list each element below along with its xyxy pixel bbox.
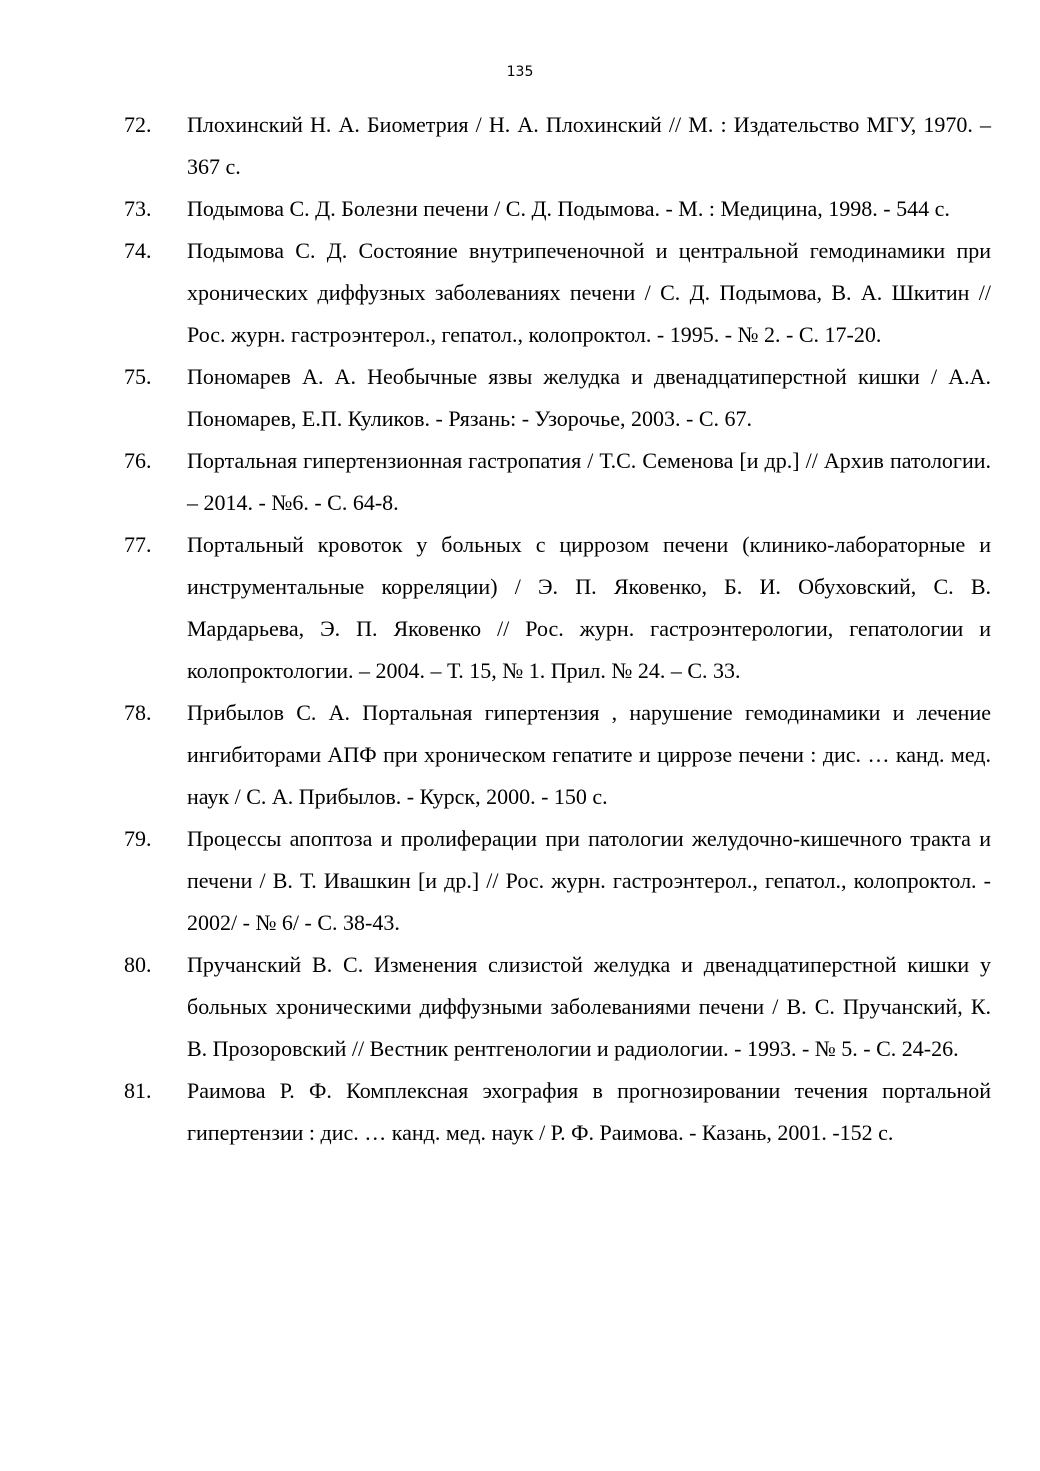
- reference-number: 75.: [124, 364, 152, 389]
- reference-number: 80.: [124, 952, 152, 977]
- reference-list: [0, 104, 1040, 1154]
- reference-item: [0, 944, 991, 1070]
- reference-number: 77.: [124, 532, 152, 557]
- reference-text: Процессы апоптоза и пролиферации при патологии желудочно-кишечного тракта и печени / В. Т. Ивашкин [и др.] // Рос. журн. гастроэнтерол., гепатол., колопроктол. - 2002/ - № 6/ - С. 38-43.: [187, 826, 991, 935]
- reference-item: [0, 188, 991, 230]
- reference-item: [0, 524, 991, 692]
- reference-number: 76.: [124, 448, 152, 473]
- reference-text: Портальная гипертензионная гастропатия / Т.С. Семенова [и др.] // Архив патологии. – 2014. - №6. - С. 64-8.: [187, 448, 991, 515]
- reference-item: [0, 1070, 991, 1154]
- reference-number: 81.: [124, 1078, 152, 1103]
- reference-item: [0, 692, 991, 818]
- reference-item: [0, 818, 991, 944]
- reference-item: [0, 440, 991, 524]
- page-number: 135: [506, 64, 534, 80]
- reference-text: Прибылов С. А. Портальная гипертензия , нарушение гемодинамики и лечение ингибиторами АПФ при хроническом гепатите и циррозе печени : дис. … канд. мед. наук / С. А. Прибылов. - Курск, 2000. - 150 с.: [187, 700, 991, 809]
- reference-text: Подымова С. Д. Состояние внутрипеченочной и центральной гемодинамики при хронических диффузных заболеваниях печени / С. Д. Подымова, В. А. Шкитин // Рос. журн. гастроэнтерол., гепатол., колопроктол. - 1995. - № 2. - С. 17-20.: [187, 238, 991, 347]
- reference-item: [0, 104, 991, 188]
- reference-number: 78.: [124, 700, 152, 725]
- reference-item: [0, 230, 991, 356]
- reference-number: 73.: [124, 196, 152, 221]
- reference-text: Подымова С. Д. Болезни печени / С. Д. Подымова. - М. : Медицина, 1998. - 544 с.: [187, 196, 950, 221]
- reference-text: Портальный кровоток у больных с циррозом печени (клинико-лабораторные и инструментальные корреляции) / Э. П. Яковенко, Б. И. Обуховский, С. В. Мардарьева, Э. П. Яковенко // Рос. журн. гастроэнтерологии, гепатологии и колопроктологии. – 2004. – Т. 15, № 1. Прил. № 24. – С. 33.: [187, 532, 991, 683]
- reference-number: 72.: [124, 112, 152, 137]
- reference-number: 74.: [124, 238, 152, 263]
- reference-item: [0, 356, 991, 440]
- reference-number: 79.: [124, 826, 152, 851]
- reference-text: Пономарев А. А. Необычные язвы желудка и двенадцатиперстной кишки / А.А. Пономарев, Е.П. Куликов. - Рязань: - Узорочье, 2003. - С. 67.: [187, 364, 991, 431]
- reference-text: Плохинский Н. А. Биометрия / Н. А. Плохинский // М. : Издательство МГУ, 1970. – 367 с.: [187, 112, 991, 179]
- reference-text: Раимова Р. Ф. Комплексная эхография в прогнозировании течения портальной гипертензии : дис. … канд. мед. наук / Р. Ф. Раимова. - Казань, 2001. -152 с.: [187, 1078, 991, 1145]
- reference-text: Пручанский В. С. Изменения слизистой желудка и двенадцатиперстной кишки у больных хроническими диффузными заболеваниями печени / В. С. Пручанский, К. В. Прозоровский // Вестник рентгенологии и радиологии. - 1993. - № 5. - С. 24-26.: [187, 952, 991, 1061]
